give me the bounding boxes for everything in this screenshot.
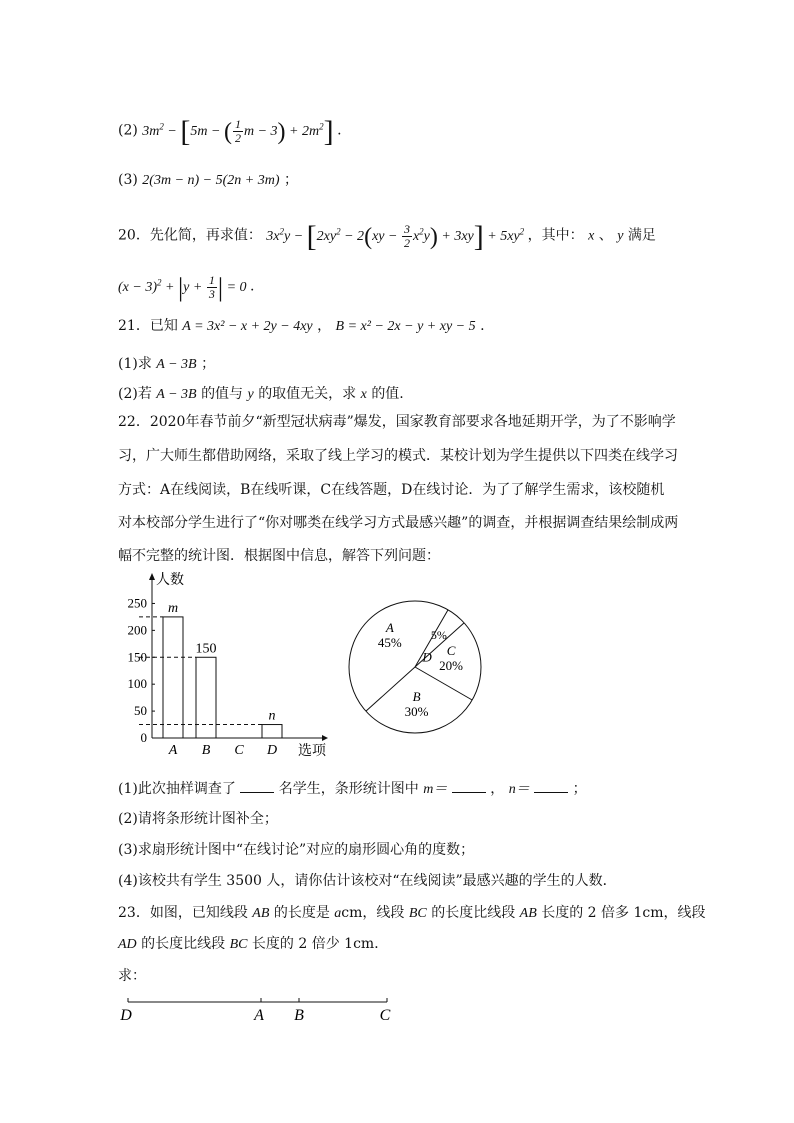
pie-label-D: D bbox=[422, 649, 432, 665]
q21-end: . bbox=[480, 318, 485, 334]
q22-q1-m: m＝ bbox=[423, 782, 448, 797]
q23-l2-b: 长度的 2 倍少 1cm． bbox=[251, 936, 389, 952]
q21-p2-var2: x bbox=[360, 387, 367, 402]
bar-category-label: C bbox=[234, 743, 244, 758]
q19-p2-expr: $3m^2 - [5m$ − ( $\frac{1}{2}$ $m - 3) + 2m^2$] bbox=[142, 114, 334, 148]
q22-question-1 bbox=[118, 778, 587, 800]
bar-B bbox=[196, 657, 216, 738]
q22-q1-d: ； bbox=[572, 781, 587, 797]
bar-ytick-label: 100 bbox=[127, 676, 147, 692]
q23-line2 bbox=[118, 934, 388, 955]
bar-category-label: A bbox=[168, 743, 178, 758]
pie-label-B: B bbox=[412, 689, 421, 705]
q20-cond: $(x - 3)^2 + |y$ + $\frac{1}{3}$ | = 0 bbox=[118, 272, 251, 302]
q20-after: ，其中： bbox=[527, 227, 584, 244]
q20-lead: 20．先化简，再求值： bbox=[118, 227, 262, 244]
q22-line-4: 幅不完整的统计图．根据图中信息，解答下列问题： bbox=[118, 548, 440, 564]
q22-question-2: (2)请将条形统计图补全； bbox=[118, 811, 278, 827]
q21-p2-a: (2)若 bbox=[118, 386, 152, 402]
bar-x-label: 选项 bbox=[298, 744, 326, 759]
q22-blank-n[interactable] bbox=[534, 778, 568, 793]
bar-chart bbox=[112, 568, 342, 760]
q19-p2-end: . bbox=[337, 122, 342, 139]
q21-part2 bbox=[118, 384, 404, 405]
bar-D bbox=[262, 725, 282, 738]
q21-lead: 21．已知 bbox=[118, 318, 178, 334]
point-label-c: C bbox=[379, 1007, 391, 1024]
q20-line2 bbox=[118, 272, 254, 301]
q19-part2 bbox=[118, 114, 342, 148]
point-label-b: B bbox=[294, 1007, 304, 1024]
point-label-d: D bbox=[120, 1007, 132, 1024]
q23-l1-ab: AB bbox=[252, 906, 270, 921]
pie-label-A: A bbox=[385, 620, 394, 636]
bar-A bbox=[163, 617, 183, 738]
q21-p1-label: (1)求 bbox=[118, 356, 152, 372]
bar-ytick-label: 200 bbox=[127, 622, 147, 638]
q21-p2-b: 的值与 bbox=[201, 386, 244, 402]
q22-q1-b: 名学生，条形统计图中 bbox=[278, 781, 419, 797]
q23-l1-d: 的长度比线段 bbox=[431, 905, 516, 921]
q19-p2-label: (2) bbox=[118, 122, 138, 139]
pie-percent-A: 45% bbox=[377, 635, 402, 651]
q23-ask: 求： bbox=[118, 968, 146, 984]
q23-l1-e: 长度的 2 倍多 1cm，线段 bbox=[541, 905, 706, 921]
q20-line1 bbox=[118, 219, 656, 253]
q22-line-0: 22．2020年春节前夕“新型冠状病毒”爆发，国家教育部要求各地延期开学，为了不影响学 bbox=[118, 414, 676, 430]
q23-l1-b: 的长度是 bbox=[273, 905, 330, 921]
bar-y-arrow bbox=[149, 573, 155, 580]
q20-cond-end: . bbox=[250, 278, 255, 295]
q22-question-3: (3)求扇形统计图中“在线讨论”对应的扇形圆心角的度数； bbox=[118, 842, 475, 858]
pie-percent-B: 30% bbox=[404, 704, 429, 720]
pie-percent-C: 20% bbox=[439, 658, 464, 674]
q23-l1-ab2: AB bbox=[519, 906, 537, 921]
bar-ytick-label: 50 bbox=[134, 703, 147, 719]
q20-x: x bbox=[588, 228, 595, 244]
q23-l2-ad: AD bbox=[118, 937, 137, 952]
q21-p2-var: y bbox=[247, 387, 254, 402]
bar-ytick-label: 0 bbox=[140, 730, 147, 745]
q19-p3-label: (3) bbox=[118, 172, 138, 188]
q19-p3-expr: 2(3m − n) − 5(2n + 3m) bbox=[142, 173, 280, 188]
bar-ytick-label: 250 bbox=[127, 595, 147, 611]
q21-line1 bbox=[118, 316, 485, 337]
bar-category-label: D bbox=[266, 743, 278, 758]
q21-p2-d: 的值. bbox=[371, 386, 404, 402]
q21-p1-expr: A − 3B bbox=[156, 357, 197, 372]
q21-b-def: B = x² − 2x − y + xy − 5 bbox=[335, 319, 476, 334]
q23-l2-bc: BC bbox=[229, 937, 248, 952]
bar-value-label: 150 bbox=[195, 641, 217, 657]
q22-line-1: 习，广大师生都借助网络，采取了线上学习的模式．某校计划为学生提供以下四类在线学习 bbox=[118, 448, 678, 464]
bar-x-arrow bbox=[322, 735, 328, 741]
q23-l1-c: cm，线段 bbox=[341, 905, 405, 921]
q21-p2-c: 的取值无关，求 bbox=[258, 386, 357, 402]
q20-tail: 满足 bbox=[627, 227, 656, 244]
q21-p2-expr: A − 3B bbox=[156, 387, 197, 402]
segment-diagram bbox=[112, 992, 402, 1028]
q20-sep: 、 bbox=[598, 227, 613, 244]
q23-l2-a: 的长度比线段 bbox=[141, 936, 226, 952]
bar-value-label: n bbox=[268, 708, 276, 724]
q23-l1-bc: BC bbox=[408, 906, 427, 921]
pie-label-C: C bbox=[446, 643, 456, 659]
q21-part1 bbox=[118, 354, 215, 375]
q22-question-4: (4)该校共有学生 3500 人，请你估计该校对“在线阅读”最感兴趣的学生的人数． bbox=[118, 873, 617, 889]
q22-line-3: 对本校部分学生进行了“你对哪类在线学习方式最感兴趣”的调查，并根据调查结果绘制成两 bbox=[118, 515, 679, 531]
bar-ytick-label: 150 bbox=[127, 649, 147, 665]
q22-q1-c: ， bbox=[490, 781, 505, 797]
bar-category-label: B bbox=[201, 743, 211, 758]
q20-expr: $3x^2y - [2xy^2 - 2(xy$ − $\frac{3}{2}$ $x^2y) + 3xy] + 5xy^2$ bbox=[266, 219, 525, 253]
q21-a-def: A = 3x² − x + 2y − 4xy bbox=[182, 319, 313, 334]
q23-line1 bbox=[118, 903, 706, 924]
q22-q1-a: (1)此次抽样调查了 bbox=[118, 781, 236, 797]
bar-y-label: 人数 bbox=[156, 573, 184, 588]
q19-p3-end: ； bbox=[283, 172, 298, 188]
q22-q1-n: n＝ bbox=[508, 782, 530, 797]
q19-part3 bbox=[118, 170, 298, 191]
q23-l1-a: 23．如图，已知线段 bbox=[118, 905, 248, 921]
q21-comma: ， bbox=[317, 318, 332, 334]
point-label-a: A bbox=[254, 1007, 264, 1024]
q21-p1-end: ； bbox=[201, 356, 216, 372]
pie-chart bbox=[340, 600, 490, 735]
q22-blank-total[interactable] bbox=[240, 778, 274, 793]
q20-y: y bbox=[617, 228, 624, 244]
q22-line-2: 方式：A在线阅读，B在线听课，C在线答题，D在线讨论．为了了解学生需求，该校随机 bbox=[118, 482, 665, 498]
bar-value-label: m bbox=[167, 600, 179, 616]
q23-l1-a-val: a bbox=[334, 906, 342, 921]
q22-blank-m[interactable] bbox=[452, 778, 486, 793]
pie-percent-D: 5% bbox=[430, 628, 447, 643]
